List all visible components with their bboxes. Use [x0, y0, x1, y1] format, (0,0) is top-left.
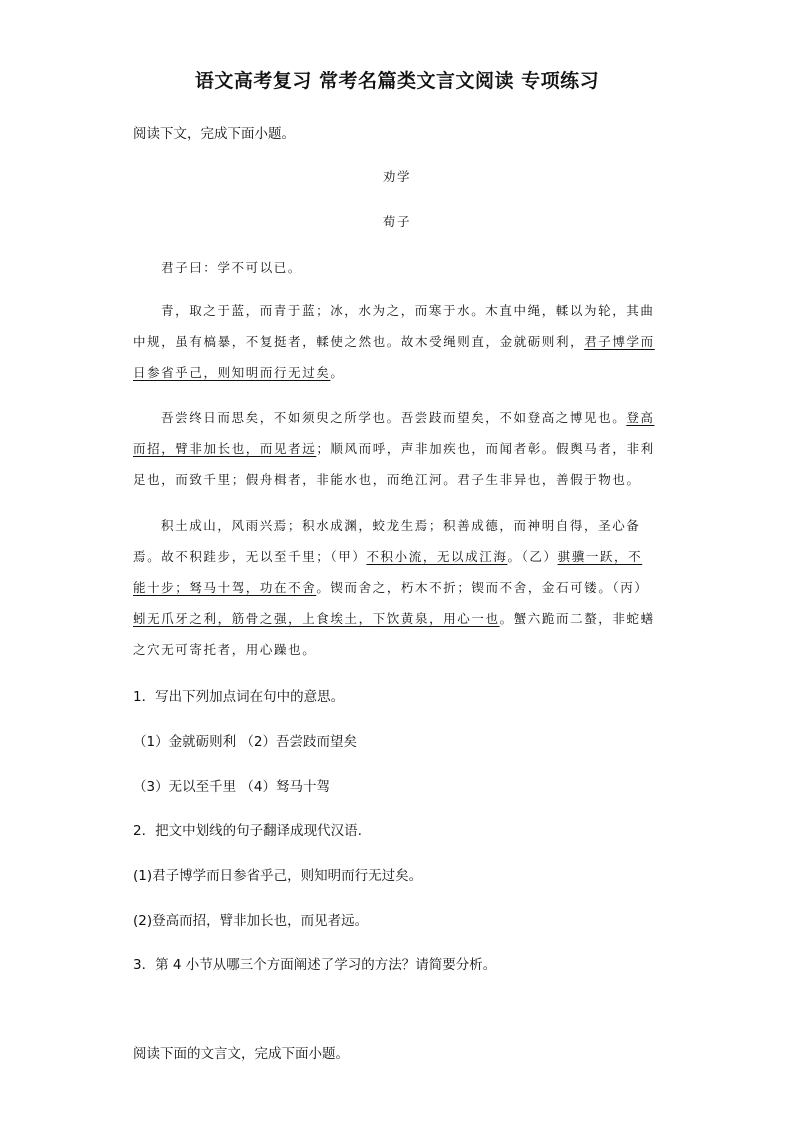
- paragraph-2-line-3: [133, 363, 345, 381]
- paragraph-1: 君子曰：学不可以已。: [161, 260, 303, 275]
- paragraph-2-line-2: [133, 332, 655, 350]
- paragraph-text: 。锲而舍之，朽木不折；锲而不舍，金石可镂。（丙）: [316, 580, 649, 595]
- next-section-instruction: 阅读下面的文言文，完成下面小题。: [133, 1046, 349, 1062]
- question-1-items-b: （3）无以至千里 （4）驽马十驾: [133, 779, 330, 795]
- paragraph-4-line-2: [133, 547, 642, 565]
- question-1: 1．写出下列加点词在句中的意思。: [133, 689, 345, 705]
- underlined-sentence: 能十步；驽马十驾，功在不舍: [133, 580, 317, 595]
- underlined-sentence: 不积小流，无以成江海: [366, 549, 508, 564]
- question-2-item-2: (2)登高而招，臂非加长也，而见者远。: [133, 913, 369, 929]
- underlined-sentence: 骐骥一跃，不: [557, 549, 643, 564]
- paragraph-text: 吾尝终日而思矣，不如须臾之所学也。吾尝跂而望矣，不如登高之博见也。: [161, 410, 627, 425]
- paragraph-4-line-3: [133, 578, 648, 596]
- paragraph-2-line-1: 青，取之于蓝，而青于蓝；冰，水为之，而寒于水。木直中绳，輮以为轮，其曲: [161, 303, 655, 318]
- paragraph-text: 焉。故不积跬步，无以至千里；（甲）: [133, 549, 367, 564]
- paragraph-4-line-5: 之穴无可寄托者，用心躁也。: [133, 642, 317, 657]
- question-1-items-a: （1）金就砺则利 （2）吾尝跂而望矣: [133, 734, 357, 750]
- passage-author: 荀子: [382, 214, 412, 229]
- paragraph-4-line-4: [133, 609, 655, 627]
- paragraph-text: 。（乙）: [507, 549, 558, 564]
- paragraph-text: 。: [330, 365, 345, 380]
- underlined-sentence: 登高: [626, 410, 655, 425]
- underlined-sentence: 蚓无爪牙之利，筋骨之强，上食埃土，下饮黄泉，用心一也: [133, 611, 500, 626]
- question-2: 2．把文中划线的句子翻译成现代汉语.: [133, 823, 362, 839]
- passage-heading: 劝学: [382, 169, 412, 184]
- page-title: 语文高考复习 常考名篇类文言文阅读 专项练习: [194, 70, 600, 92]
- question-2-item-1: (1)君子博学而日参省乎己，则知明而行无过矣。: [133, 868, 423, 884]
- paragraph-text: 。蟹六跪而二螯，非蛇蟮: [499, 611, 655, 626]
- paragraph-3-line-3: 足也，而致千里；假舟楫者，非能水也，而绝江河。君子生非异也，善假于物也。: [133, 472, 641, 487]
- underlined-sentence: 君子博学而: [584, 334, 655, 349]
- paragraph-3-line-2: [133, 439, 655, 457]
- underlined-sentence: 日参省乎己，则知明而行无过矣: [133, 365, 331, 380]
- paragraph-text: ；顺风而呼，声非加疾也，而闻者彰。假舆马者，非利: [316, 441, 655, 456]
- underlined-sentence: 而招，臂非加长也，而见者远: [133, 441, 317, 456]
- paragraph-3-line-1: [161, 408, 655, 426]
- question-3: 3．第 4 小节从哪三个方面阐述了学习的方法？请简要分析。: [133, 957, 497, 973]
- instruction-text: 阅读下文，完成下面小题。: [133, 126, 295, 142]
- paragraph-4-line-1: 积土成山，风雨兴焉；积水成渊，蛟龙生焉；积善成德，而神明自得，圣心备: [161, 518, 641, 533]
- paragraph-text: 中规，虽有槁暴，不复挺者，輮使之然也。故木受绳则直，金就砺则利，: [133, 334, 585, 349]
